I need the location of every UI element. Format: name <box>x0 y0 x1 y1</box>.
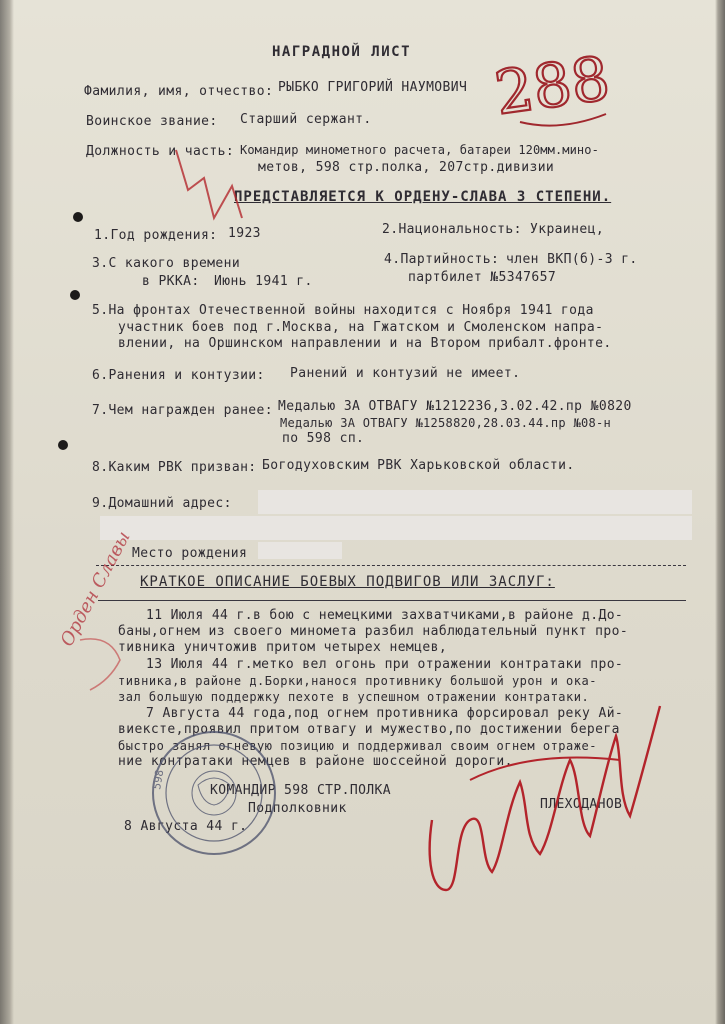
wounds-value: Ранений и контузий не имеет. <box>290 366 521 381</box>
prior-award-3: по 598 сп. <box>282 431 365 446</box>
position-label: Должность и часть: <box>86 144 235 159</box>
deed-3-line4: ние контратаки немцев в районе шоссейной дороги. <box>118 754 513 769</box>
deed-2-line1: 13 Июля 44 г.метко вел огонь при отражении контратаки про- <box>146 657 624 672</box>
draft-office-label: 8.Каким РВК призван: <box>92 460 257 475</box>
front-line3: влении, на Оршинском направлении и на Втором прибалт.фронте. <box>118 336 612 351</box>
wounds-label: 6.Ранения и контузии: <box>92 368 265 383</box>
commander-rank: Подполковник <box>248 801 347 816</box>
deed-1-line1: 11 Июля 44 г.в бою с немецкими захватчиками,в районе д.До- <box>146 608 624 623</box>
draft-office-value: Богодуховским РВК Харьковской области. <box>262 458 575 473</box>
prior-awards-label: 7.Чем награжден ранее: <box>92 403 273 418</box>
name-label: Фамилия, имя, отчество: <box>84 84 274 99</box>
service-since-label: 3.С какого времени <box>92 256 241 271</box>
commander-surname: ПЛЕХОДАНОВ <box>540 797 623 812</box>
nationality-value: Украинец, <box>530 222 605 237</box>
seal-number: 598 <box>150 768 167 791</box>
deed-2-line2: тивника,в районе д.Борки,нанося противнику большой урон и ока- <box>118 674 597 688</box>
svg-text:Орден Славы: Орден Славы <box>56 527 135 650</box>
commander-signature <box>430 706 660 890</box>
home-address-label: 9.Домашний адрес: <box>92 496 232 511</box>
deed-3-line1: 7 Августа 44 года,под огнем противника форсировал реку Ай- <box>146 706 624 721</box>
deed-1-line2: баны,огнем из своего миномета разбил наблюдательный пункт про- <box>118 624 629 639</box>
margin-note <box>56 528 134 650</box>
birth-year-value: 1923 <box>228 226 261 241</box>
deed-2-line3: зал большую поддержку пехоте в успешном отражении контратаки. <box>118 690 590 704</box>
front-line2: участник боев под г.Москва, на Гжатском и Смоленском напра- <box>118 320 604 335</box>
service-since-value: Июнь 1941 г. <box>214 274 313 289</box>
deed-3-line3: быстро занял огневую позицию и поддерживал своим огнем отраже- <box>118 739 597 753</box>
service-since-label-2: в РККА: <box>142 274 200 289</box>
prior-award-2: Медалью ЗА ОТВАГУ №1258820,28.03.44.пр №08-н <box>280 416 612 430</box>
position-value-line2: метов, 598 стр.полка, 207стр.дивизии <box>258 160 555 175</box>
deed-1-line3: тивника уничтожив притом четырех немцев, <box>118 640 448 655</box>
unit-seal <box>150 732 275 854</box>
case-number: 288 <box>490 43 614 129</box>
name-value: РЫБКО ГРИГОРИЙ НАУМОВИЧ <box>278 80 468 95</box>
deed-3-line2: виексте,проявил притом отвагу и мужество,по достижении берега <box>118 722 620 737</box>
position-value-line1: Командир минометного расчета, батареи 120мм.мино- <box>240 143 599 157</box>
prior-award-1: Медалью ЗА ОТВАГУ №1212236,3.02.42.пр №0820 <box>278 399 632 414</box>
nationality-label: 2.Национальность: <box>382 222 522 237</box>
party-label: 4.Партийность: <box>384 252 500 267</box>
rank-value: Старший сержант. <box>240 112 372 127</box>
party-value: член ВКП(б)-3 г. <box>506 252 638 267</box>
nomination: ПРЕДСТАВЛЯЕТСЯ К ОРДЕНУ-СЛАВА 3 СТЕПЕНИ. <box>234 189 612 205</box>
deeds-heading: КРАТКОЕ ОПИСАНИЕ БОЕВЫХ ПОДВИГОВ ИЛИ ЗАСЛУГ: <box>140 574 555 590</box>
party-card: партбилет №5347657 <box>408 270 557 285</box>
document-title: НАГРАДНОЙ ЛИСТ <box>272 44 412 60</box>
front-line1: 5.На фронтах Отечественной войны находится с Ноября 1941 года <box>92 303 594 318</box>
birth-year-label: 1.Год рождения: <box>94 228 218 243</box>
commander-role: КОМАНДИР 598 СТР.ПОЛКА <box>210 783 391 798</box>
rank-label: Воинское звание: <box>86 114 218 129</box>
signature-date: 8 Августа 44 г. <box>124 819 248 834</box>
birthplace-label: Место рождения <box>132 546 248 561</box>
